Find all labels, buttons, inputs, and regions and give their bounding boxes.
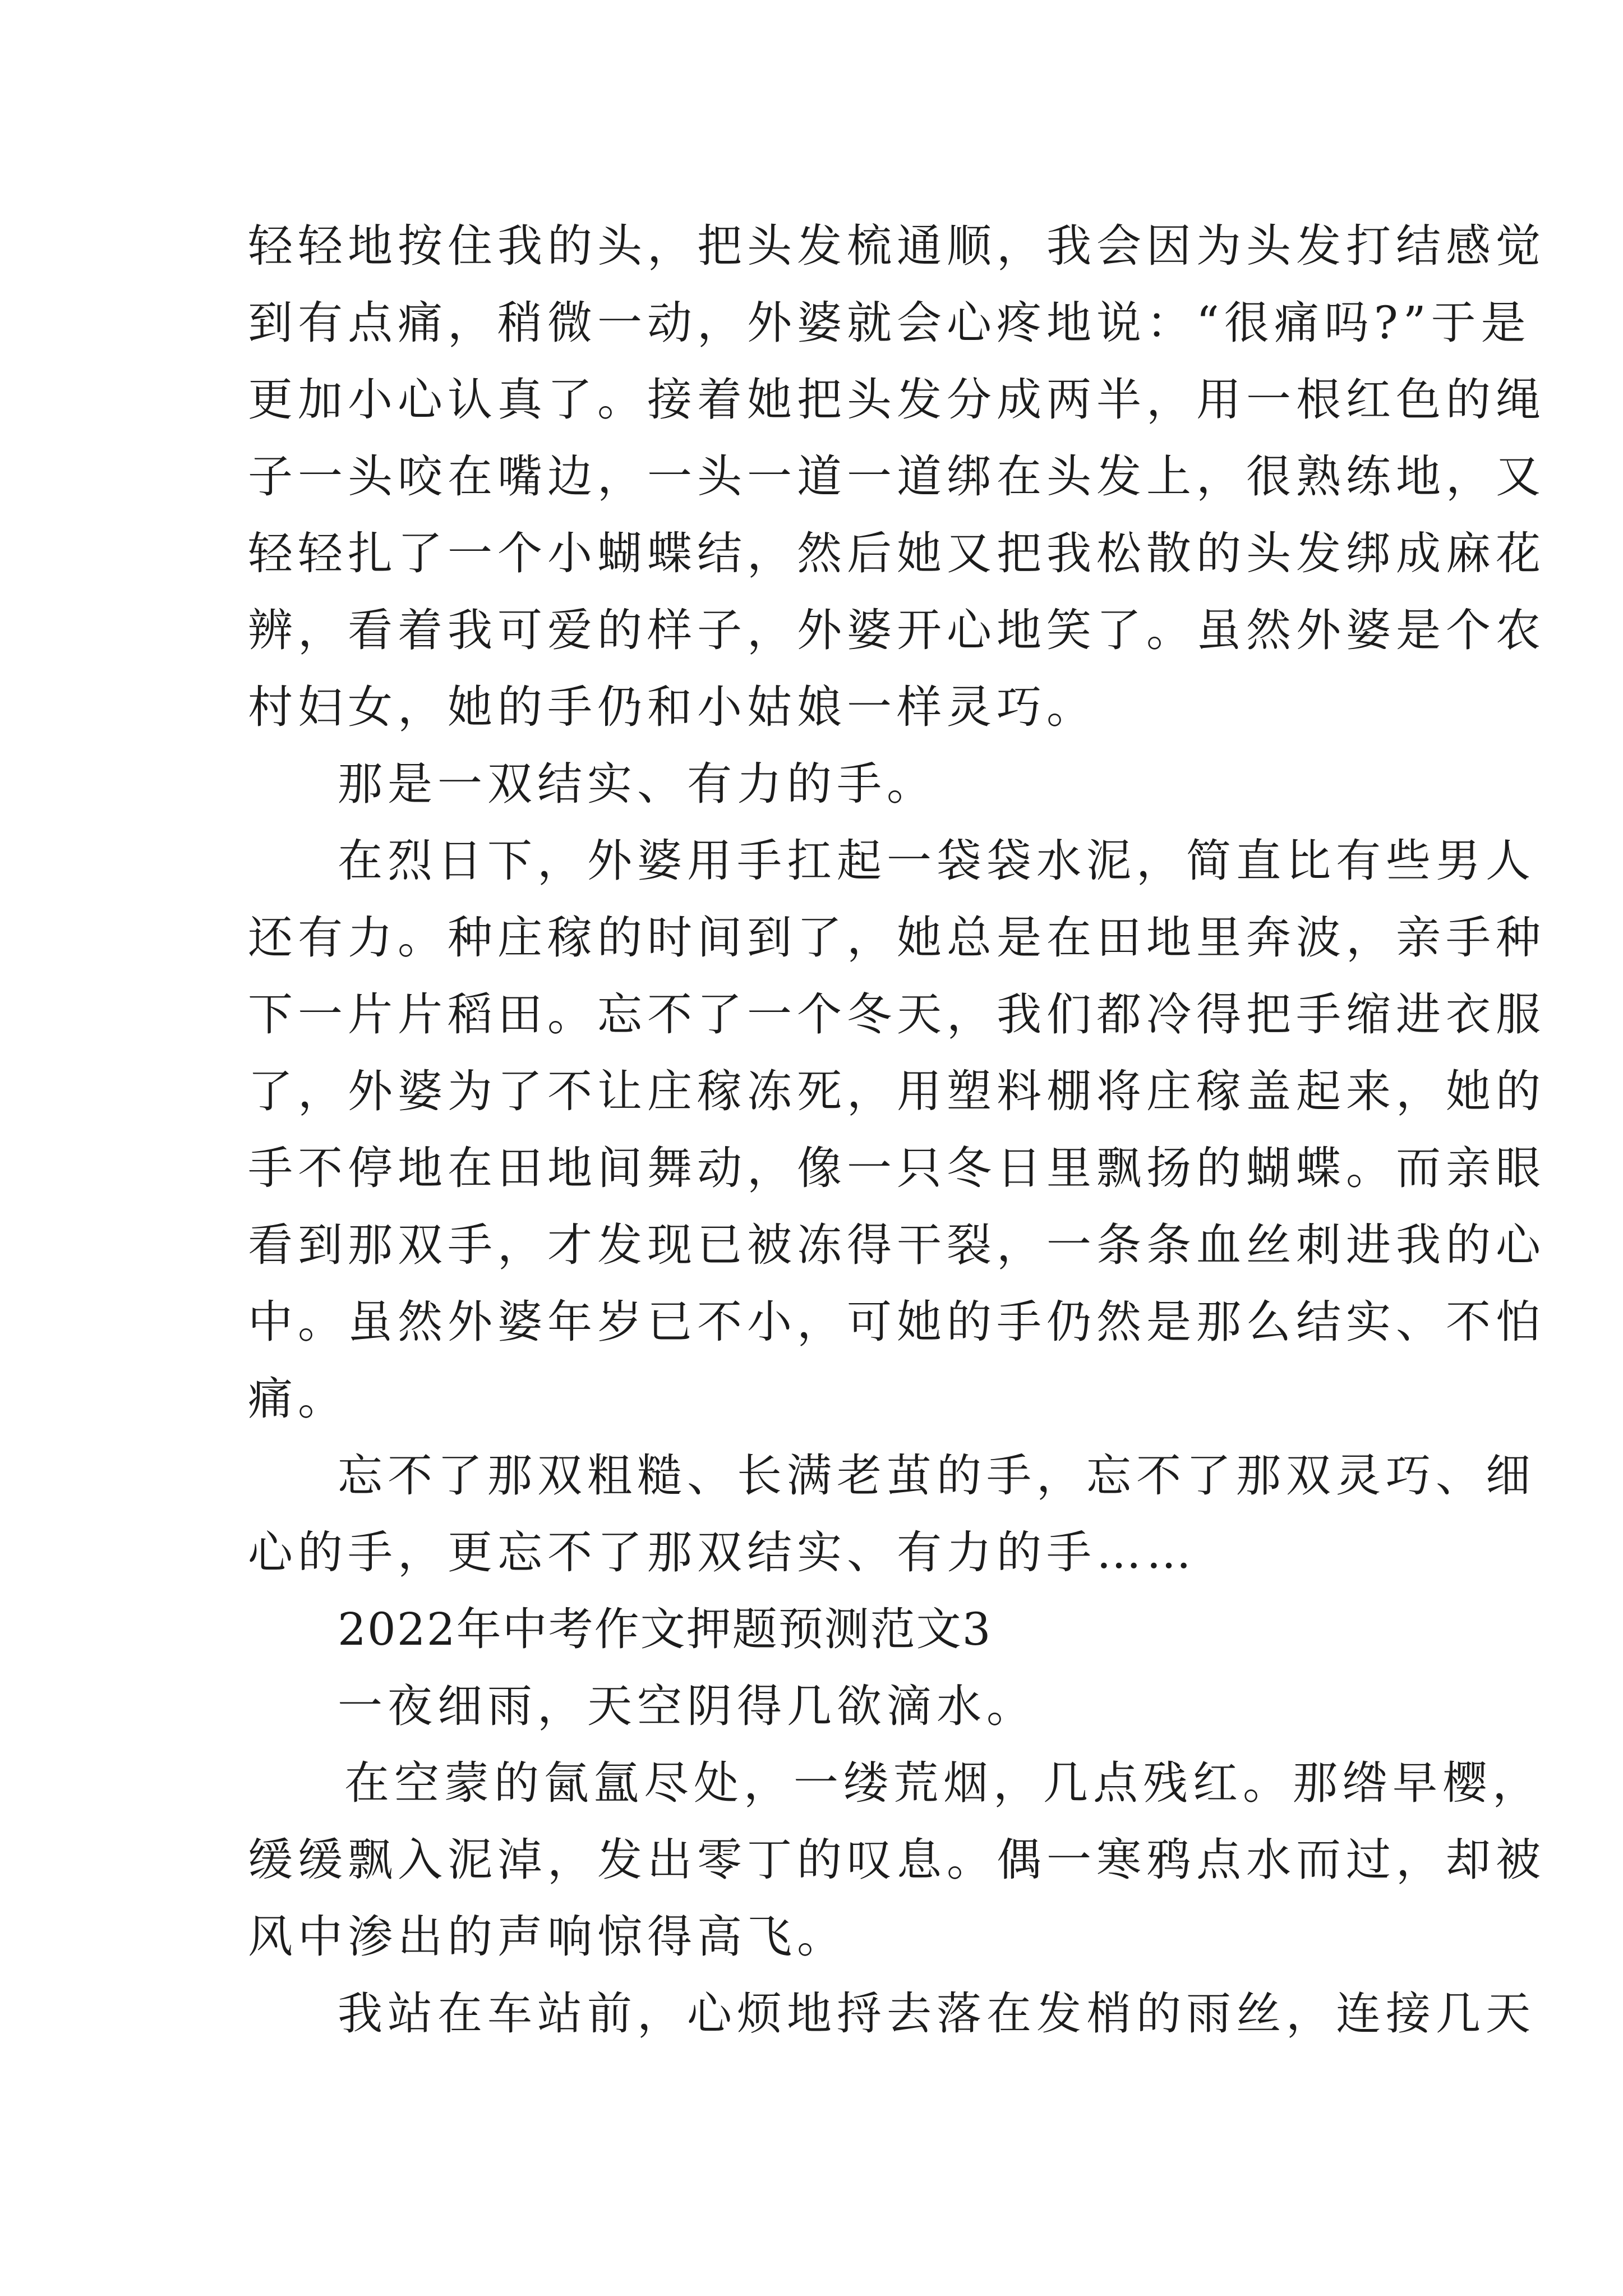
text-line: 村妇女，她的手仍和小姑娘一样灵巧。 [248,681,1096,733]
paragraph-start-line: 我站在车站前，心烦地捋去落在发梢的雨丝，连接几天 [338,1987,1536,2040]
text-line: 痛。 [248,1373,348,1425]
text-line: 子一头咬在嘴边，一头一道一道绑在头发上，很熟练地，又 [248,450,1546,503]
text-line: 下一片片稻田。忘不了一个冬天，我们都冷得把手缩进衣服 [248,988,1546,1041]
paragraph-start-line: 忘不了那双粗糙、长满老茧的手，忘不了那双灵巧、细 [338,1450,1536,1502]
paragraph-start-line: 在烈日下，外婆用手扛起一袋袋水泥，简直比有些男人 [338,835,1536,887]
text-line: 缓缓飘入泥淖，发出零丁的叹息。偶一寒鸦点水而过，却被 [248,1834,1546,1886]
paragraph-start-line: 在空蒙的氤氲尽处，一缕荒烟，几点残红。那绺早樱， [344,1757,1542,1809]
text-line: 风中渗出的声响惊得高飞。 [248,1911,847,1963]
essay-body [248,208,1546,2052]
paragraph-start-line: 那是一双结实、有力的手。 [338,758,937,810]
paragraph-start-line: 一夜细雨，天空阴得几欲滴水。 [338,1680,1036,1732]
text-line: 还有力。种庄稼的时间到了，她总是在田地里奔波，亲手种 [248,912,1546,964]
text-line: 轻轻地按住我的头，把头发梳通顺，我会因为头发打结感觉 [248,220,1546,272]
text-line: 手不停地在田地间舞动，像一只冬日里飘扬的蝴蝶。而亲眼 [248,1142,1546,1194]
text-line: 更加小心认真了。接着她把头发分成两半，用一根红色的绳 [248,374,1546,426]
section-heading: 2022年中考作文押题预测范文3 [338,1603,992,1655]
text-line: 了，外婆为了不让庄稼冻死，用塑料棚将庄稼盖起来，她的 [248,1065,1546,1117]
text-line: 看到那双手，才发现已被冻得干裂，一条条血丝刺进我的心 [248,1219,1546,1271]
text-line: 中。虽然外婆年岁已不小，可她的手仍然是那么结实、不怕 [248,1296,1546,1348]
text-line: 到有点痛，稍微一动，外婆就会心疼地说：“很痛吗?”于是 [248,297,1531,349]
text-line: 心的手，更忘不了那双结实、有力的手…… [248,1526,1196,1579]
text-line: 轻轻扎了一个小蝴蝶结，然后她又把我松散的头发绑成麻花 [248,527,1546,579]
text-line: 辨，看着我可爱的样子，外婆开心地笑了。虽然外婆是个农 [248,604,1546,656]
